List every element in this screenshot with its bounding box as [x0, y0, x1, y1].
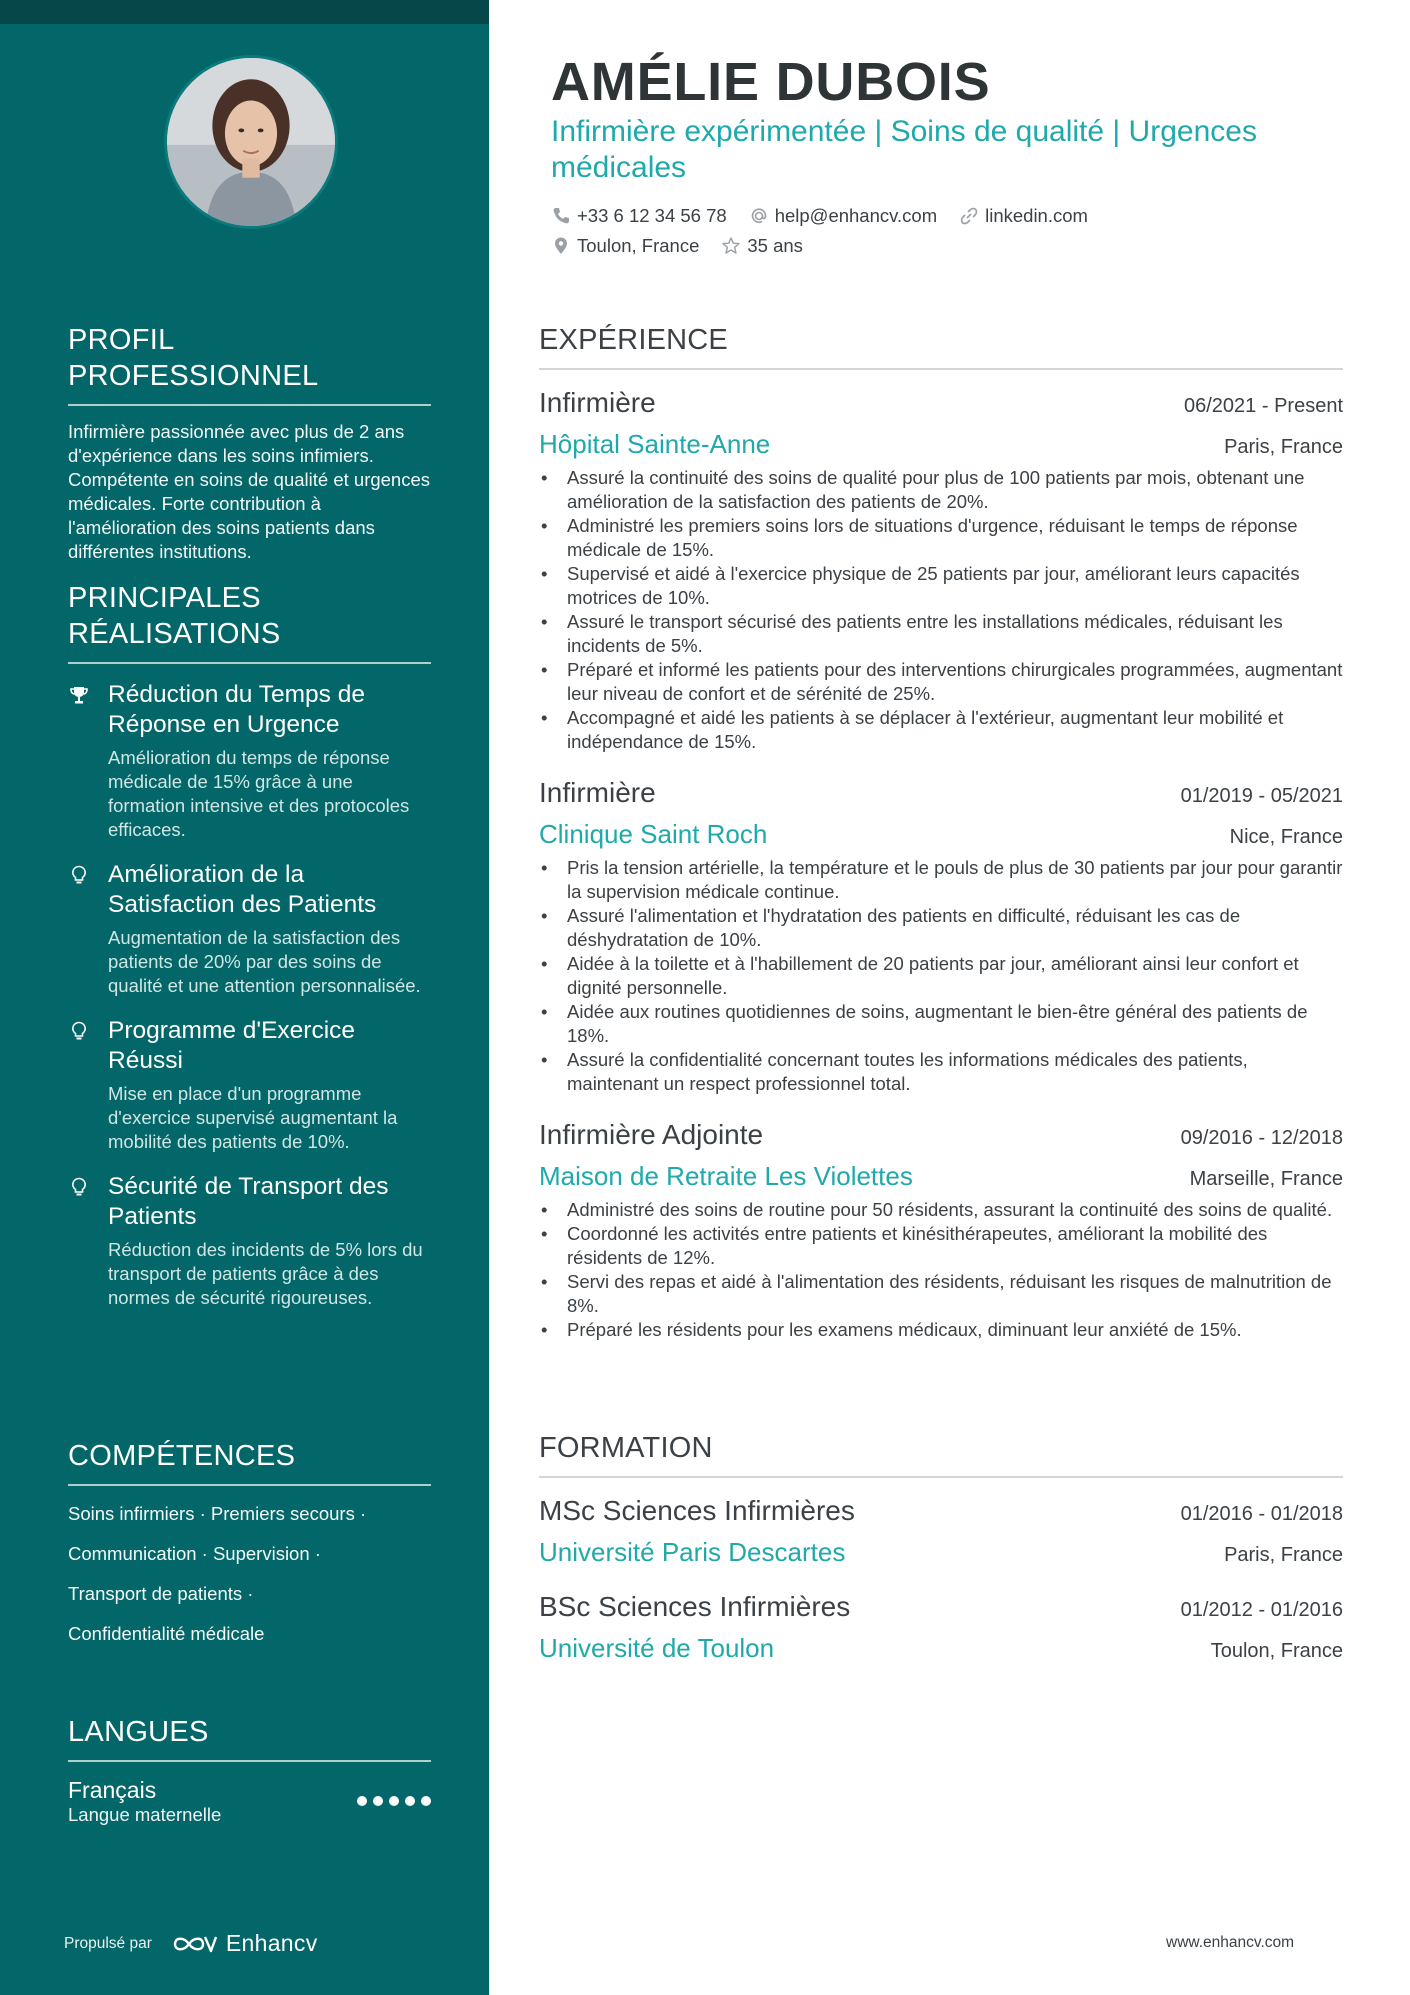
achievement-item — [68, 1016, 431, 1154]
job-header — [539, 386, 1343, 420]
contact-info — [551, 204, 1341, 264]
achievements-section — [68, 580, 431, 1310]
job-bullet: • Préparé et informé les patients pour des interventions chirurgicales programmées, augmentant leur niveau de confort et de sérénité de 25%. — [539, 658, 1343, 706]
candidate-name: AMÉLIE DUBOIS — [551, 52, 991, 112]
contact-linkedin[interactable] — [959, 204, 1088, 228]
achievement-item — [68, 680, 431, 842]
education-subheader — [539, 1536, 1343, 1568]
contact-linkedin-text: linkedin.com — [985, 205, 1088, 226]
education-dates: 01/2012 - 01/2016 — [1180, 1599, 1343, 1621]
job-bullet: • Administré les premiers soins lors de situations d'urgence, réduisant le temps de réponse médicale de 15%. — [539, 514, 1343, 562]
language-rating-dot — [373, 1796, 383, 1806]
experience-divider — [539, 368, 1343, 370]
achievement-body — [108, 1172, 431, 1310]
profile-photo — [164, 55, 338, 229]
language-rating-dot — [389, 1796, 399, 1806]
education-title: FORMATION — [539, 1432, 713, 1464]
education-header — [539, 1590, 1343, 1624]
sidebar — [0, 0, 489, 1995]
profile-title: PROFIL PROFESSIONNEL — [68, 324, 319, 392]
education-divider — [539, 1476, 1343, 1478]
at-icon — [749, 206, 769, 226]
skills-line: Confidentialité médicale — [68, 1623, 265, 1644]
job-bullet: • Servi des repas et aidé à l'alimentation des résidents, réduisant les risques de malnutrition de 8%. — [539, 1270, 1343, 1318]
education-entry — [539, 1590, 1343, 1664]
experience-list — [539, 386, 1343, 1342]
achievements-title: PRINCIPALES RÉALISATIONS — [68, 582, 281, 650]
skills-title: COMPÉTENCES — [68, 1440, 296, 1472]
achievement-title: Réduction du Temps de Réponse en Urgence — [108, 681, 365, 738]
skills-section — [68, 1438, 431, 1646]
job-bullet: • Assuré le transport sécurisé des patients entre les installations médicales, réduisant les incidents de 5%. — [539, 610, 1343, 658]
achievement-title: Amélioration de la Satisfaction des Patients — [108, 861, 377, 918]
job-bullet: • Pris la tension artérielle, la température et le pouls de plus de 30 patients par jour pour garantir la supervision médicale continue. — [539, 856, 1343, 904]
profile-divider — [68, 404, 431, 406]
experience-title: EXPÉRIENCE — [539, 324, 728, 356]
star-icon — [721, 236, 741, 256]
job-company: Hôpital Sainte-Anne — [539, 429, 771, 459]
achievement-description: Mise en place d'un programme d'exercice supervisé augmentant la mobilité des patients de 10%. — [108, 1083, 398, 1152]
job-entry — [539, 776, 1343, 1096]
job-dates: 09/2016 - 12/2018 — [1180, 1127, 1343, 1149]
achievements-divider — [68, 662, 431, 664]
contact-phone-text: +33 6 12 34 56 78 — [577, 205, 727, 226]
skills-line: Communication · Supervision · — [68, 1543, 321, 1564]
job-entry — [539, 1118, 1343, 1342]
education-degree: BSc Sciences Infirmières — [539, 1591, 851, 1622]
achievement-item — [68, 860, 431, 998]
language-rating-dot — [357, 1796, 367, 1806]
languages-divider — [68, 1760, 431, 1762]
education-entry — [539, 1494, 1343, 1568]
contact-row — [551, 234, 1341, 258]
job-bullets — [539, 1198, 1343, 1342]
job-bullet: • Aidée aux routines quotidiennes de soins, augmentant le bien-être général des patients de 18%. — [539, 1000, 1343, 1048]
sidebar-top-band — [0, 0, 489, 24]
job-company: Clinique Saint Roch — [539, 819, 768, 849]
achievement-body — [108, 860, 431, 998]
profile-section — [68, 322, 431, 564]
job-bullets — [539, 856, 1343, 1096]
achievement-body — [108, 680, 431, 842]
job-bullet: • Assuré l'alimentation et l'hydratation des patients en difficulté, réduisant les cas de déshydratation de 10%. — [539, 904, 1343, 952]
contact-email[interactable] — [749, 204, 937, 228]
achievement-title: Sécurité de Transport des Patients — [108, 1173, 389, 1230]
achievement-description: Réduction des incidents de 5% lors du transport de patients grâce à des normes de sécurité rigoureuses. — [108, 1239, 423, 1308]
avatar-illustration — [167, 58, 335, 226]
job-bullets — [539, 466, 1343, 754]
phone-icon — [551, 206, 571, 226]
lightbulb-icon — [68, 1016, 108, 1154]
lightbulb-icon — [68, 1172, 108, 1310]
education-subheader — [539, 1632, 1343, 1664]
job-bullet: • Assuré la continuité des soins de qualité pour plus de 100 patients par mois, obtenant une amélioration de la satisfaction des patients de 20%. — [539, 466, 1343, 514]
languages-section — [68, 1714, 431, 1826]
job-subheader — [539, 818, 1343, 850]
education-section — [539, 1430, 1343, 1664]
language-rating-dot — [421, 1796, 431, 1806]
job-bullet: • Préparé les résidents pour les examens médicaux, diminuant leur anxiété de 15%. — [539, 1318, 1343, 1342]
education-header — [539, 1494, 1343, 1528]
job-company: Maison de Retraite Les Violettes — [539, 1161, 913, 1191]
job-bullet: • Accompagné et aidé les patients à se déplacer à l'extérieur, augmentant leur mobilité et indépendance de 15%. — [539, 706, 1343, 754]
education-school: Université de Toulon — [539, 1633, 775, 1663]
job-bullet: • Assuré la confidentialité concernant toutes les informations médicales des patients, maintenant un respect professionnel total. — [539, 1048, 1343, 1096]
contact-location-text: Toulon, France — [577, 235, 700, 256]
job-location: Paris, France — [1224, 436, 1343, 458]
contact-age-text: 35 ans — [747, 235, 803, 256]
powered-by — [64, 1930, 318, 1957]
achievement-description: Amélioration du temps de réponse médicale de 15% grâce à une formation intensive et des protocoles efficaces. — [108, 747, 410, 840]
trophy-icon — [68, 680, 108, 842]
education-location: Paris, France — [1224, 1544, 1343, 1566]
education-school: Université Paris Descartes — [539, 1537, 846, 1567]
achievement-title: Programme d'Exercice Réussi — [108, 1017, 356, 1074]
job-location: Marseille, France — [1189, 1168, 1343, 1190]
job-header — [539, 776, 1343, 810]
education-dates: 01/2016 - 01/2018 — [1180, 1503, 1343, 1525]
language-name: Français — [68, 1777, 157, 1803]
contact-row — [551, 204, 1341, 228]
profile-text: Infirmière passionnée avec plus de 2 ans d'expérience dans les soins infimiers. Compétente en soins de qualité et urgences médicales. Forte contribution à l'amélioration des soins patients dans différentes institutions. — [68, 421, 431, 562]
language-rating-dots — [357, 1796, 431, 1806]
job-location: Nice, France — [1229, 826, 1343, 848]
job-bullet: • Administré des soins de routine pour 50 résidents, assurant la continuité des soins de qualité. — [539, 1198, 1343, 1222]
experience-section — [539, 322, 1343, 1342]
job-dates: 01/2019 - 05/2021 — [1180, 785, 1343, 807]
job-entry — [539, 386, 1343, 754]
location-icon — [551, 236, 571, 256]
skills-line: Transport de patients · — [68, 1583, 254, 1604]
candidate-tagline: Infirmière expérimentée | Soins de qualité | Urgences médicales — [551, 115, 1257, 184]
enhancv-brand: Enhancv — [225, 1930, 318, 1956]
job-title: Infirmière Adjointe — [539, 1119, 764, 1150]
job-title: Infirmière — [539, 777, 656, 808]
job-bullet: • Aidée à la toilette et à l'habillement de 20 patients par jour, améliorant ainsi leur confort et dignité personnelle. — [539, 952, 1343, 1000]
skills-line: Soins infirmiers · Premiers secours · — [68, 1503, 367, 1524]
contact-email-text: help@enhancv.com — [774, 205, 938, 226]
link-icon — [959, 206, 979, 226]
achievement-description: Augmentation de la satisfaction des patients de 20% par des soins de qualité et une attention personnalisée. — [108, 927, 421, 996]
achievement-body — [108, 1016, 431, 1154]
language-level: Langue maternelle — [68, 1804, 222, 1825]
language-rating-dot — [405, 1796, 415, 1806]
job-subheader — [539, 428, 1343, 460]
job-bullet: • Supervisé et aidé à l'exercice physique de 25 patients par jour, améliorant leurs capacités motrices de 10%. — [539, 562, 1343, 610]
lightbulb-icon — [68, 860, 108, 998]
language-item — [68, 1776, 431, 1826]
education-location: Toulon, France — [1210, 1640, 1343, 1662]
job-dates: 06/2021 - Present — [1184, 395, 1343, 417]
enhancv-logo-icon — [172, 1932, 218, 1956]
education-list — [539, 1494, 1343, 1664]
education-degree: MSc Sciences Infirmières — [539, 1495, 855, 1526]
job-subheader — [539, 1160, 1343, 1192]
enhancv-logo[interactable] — [172, 1930, 318, 1957]
job-bullet: • Coordonné les activités entre patients et kinésithérapeutes, améliorant la mobilité des résidents de 12%. — [539, 1222, 1343, 1270]
job-header — [539, 1118, 1343, 1152]
powered-label: Propulsé par — [64, 1934, 152, 1952]
job-title: Infirmière — [539, 387, 656, 418]
achievement-item — [68, 1172, 431, 1310]
contact-location — [551, 234, 699, 258]
achievements-list — [68, 680, 431, 1310]
footer-url[interactable]: www.enhancv.com — [1166, 1934, 1295, 1951]
languages-title: LANGUES — [68, 1716, 209, 1748]
skills-divider — [68, 1484, 431, 1486]
contact-phone[interactable] — [551, 204, 727, 228]
contact-age — [721, 234, 803, 258]
